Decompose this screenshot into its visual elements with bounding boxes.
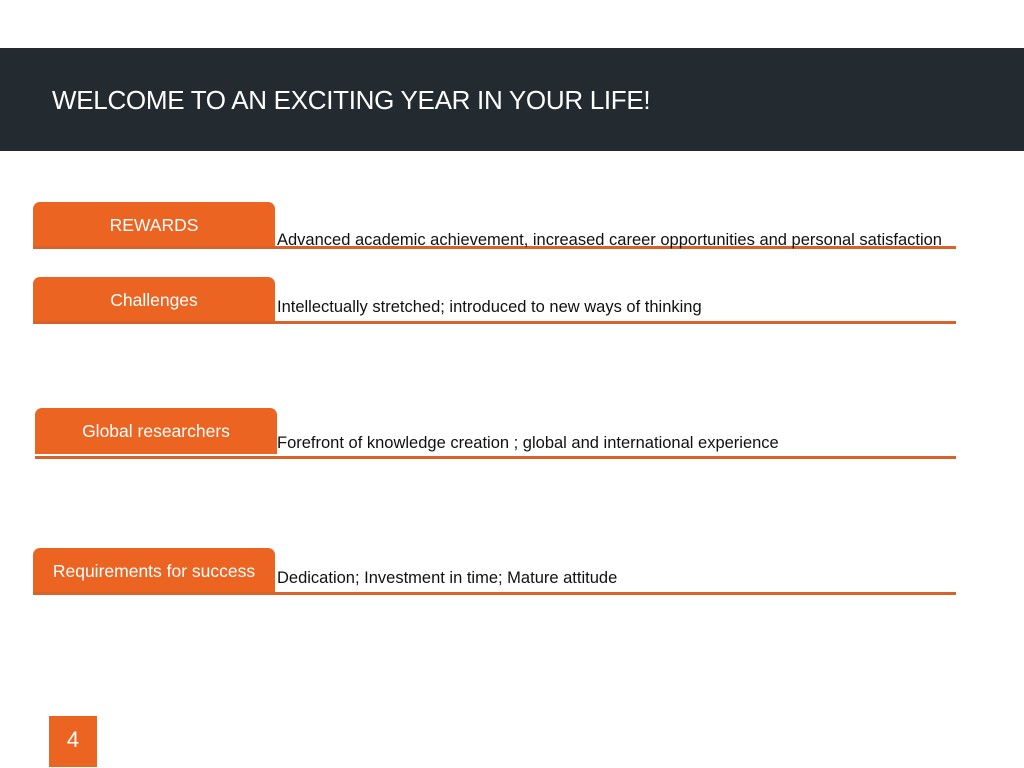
- row-text-challenges: Intellectually stretched; introduced to new ways of thinking: [277, 298, 702, 316]
- tab-requirements-for-success: Requirements for success: [33, 548, 275, 594]
- tab-challenges: Challenges: [33, 277, 275, 323]
- row-text-rewards: Advanced academic achievement, increased career opportunities and personal satisfaction: [277, 231, 942, 249]
- row-text-requirements-for-success: Dedication; Investment in time; Mature attitude: [277, 569, 618, 587]
- row-text-global-researchers: Forefront of knowledge creation ; global and international experience: [277, 434, 779, 452]
- row-rule-challenges: [33, 321, 956, 324]
- tab-rewards: REWARDS: [33, 202, 275, 248]
- tab-global-researchers: Global researchers: [35, 408, 277, 454]
- row-rule-global-researchers: [35, 456, 956, 459]
- row-rule-requirements-for-success: [33, 592, 956, 595]
- slide-title: WELCOME TO AN EXCITING YEAR IN YOUR LIFE!: [52, 85, 651, 115]
- page-number: 4: [49, 716, 97, 767]
